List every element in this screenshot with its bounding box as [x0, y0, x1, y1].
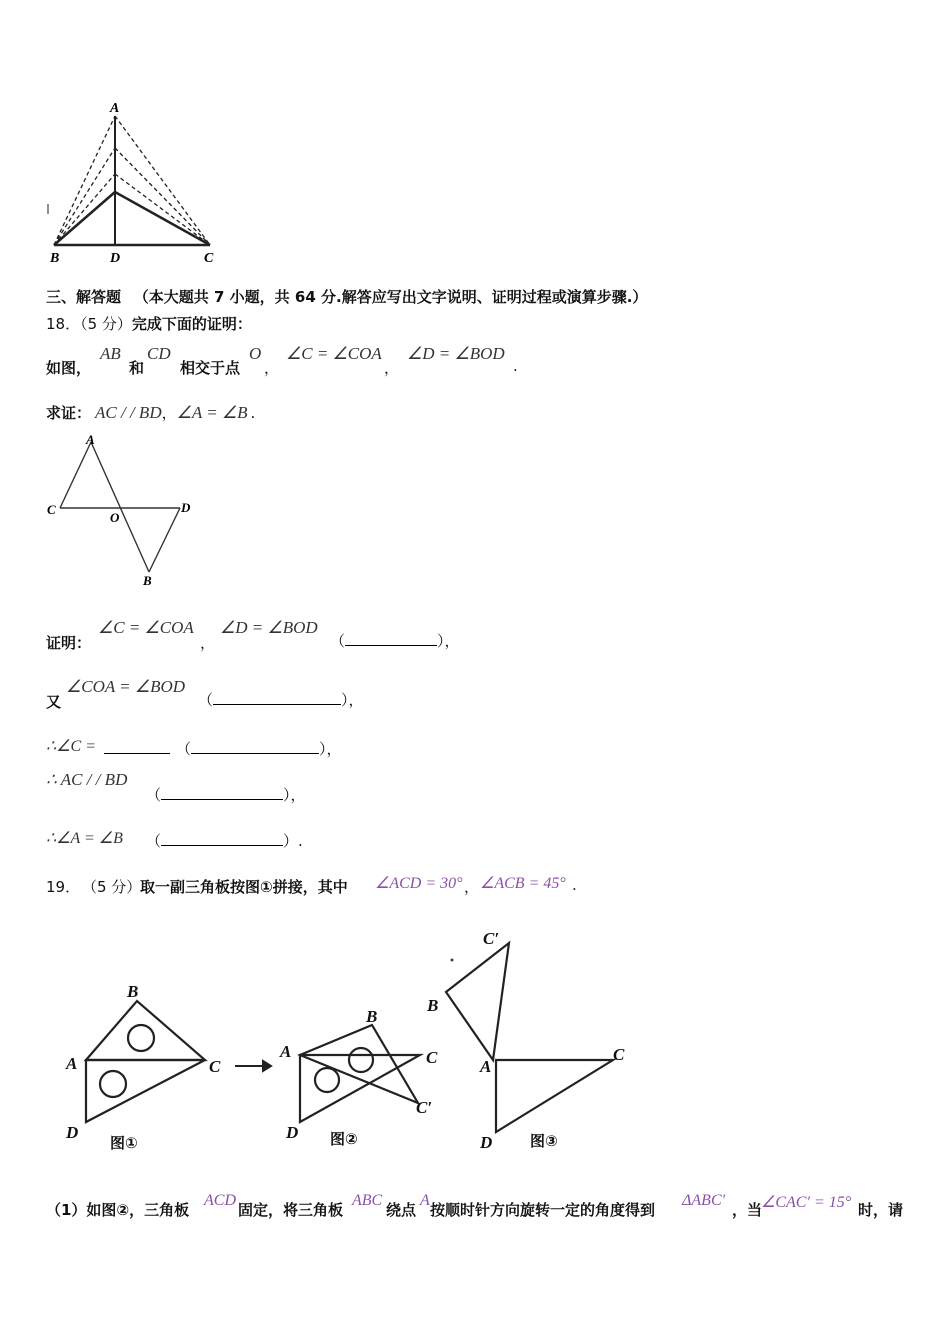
- q18-he: 和: [129, 359, 145, 377]
- fig1-label-d: D: [66, 1123, 79, 1142]
- q18-prove-expr1: AC / / BD: [95, 403, 162, 422]
- fig3-triangle-acd: [496, 1060, 613, 1132]
- q19-score: （5 分）: [82, 878, 142, 896]
- q18-prove-lead: 求证：: [46, 404, 92, 422]
- q19-acd: ∠ACD = 30°: [375, 875, 463, 892]
- fig1-hole-top: [128, 1025, 154, 1051]
- proof-line-1: [46, 618, 746, 654]
- q18-ab: AB: [100, 344, 121, 363]
- q18-segment-ab: [91, 442, 149, 572]
- q18-lead: 如图，: [46, 359, 92, 377]
- fig3-label-d: D: [480, 1133, 493, 1152]
- proof-close-1: ），: [437, 632, 460, 650]
- q18-prove-line: [46, 402, 255, 423]
- fig1-label-b: B: [127, 982, 139, 1001]
- arrow-icon: [235, 1061, 271, 1071]
- proof-line-5: [46, 828, 746, 852]
- fig2-hole-top: [349, 1048, 373, 1072]
- part1-p1: （1）如图②，三角板: [46, 1201, 190, 1219]
- fig1-caption: 图①: [110, 1134, 138, 1152]
- fig3-label-c-prime: C′: [483, 929, 500, 948]
- section-title: 三、解答题: [46, 288, 122, 306]
- fig3-label-b: B: [427, 996, 439, 1015]
- q18-condition-line: [46, 344, 926, 380]
- proof-blank-1[interactable]: [345, 631, 437, 646]
- proof-line-3: [46, 736, 746, 760]
- q17-label-d: D: [110, 251, 121, 266]
- part1-a: A: [420, 1192, 430, 1209]
- part1-p2: 固定，将三角板: [238, 1201, 344, 1219]
- proof-blank-3b[interactable]: [191, 739, 319, 754]
- fig3-group: [446, 943, 613, 1132]
- q18-score: （5 分）: [80, 315, 132, 333]
- proof-open-4: （: [146, 786, 162, 804]
- part1-acd: ACD: [204, 1192, 236, 1209]
- fig3-label-c: C: [613, 1045, 625, 1064]
- fig3-label-a: A: [480, 1057, 492, 1076]
- q18-cond1: ∠C = ∠COA: [286, 344, 382, 363]
- proof-blank-4[interactable]: [161, 785, 283, 800]
- q17-solid-left: [54, 192, 115, 245]
- q19-text: 取一副三角板按图①拼接，其中: [140, 878, 348, 896]
- q18-cond2: ∠D = ∠BOD: [407, 344, 505, 363]
- part1-abc: ABC: [352, 1192, 383, 1209]
- q18-label-d: D: [181, 500, 191, 515]
- fig3-triangle-abc: [446, 943, 509, 1060]
- proof-close-4: ），: [283, 786, 306, 804]
- part1-p3: 绕点: [386, 1201, 417, 1219]
- proof-open-5: （: [146, 832, 162, 850]
- fig2-triangle-abc-rotated: [300, 1025, 418, 1103]
- proof-s4: ∴ AC / / BD: [46, 770, 128, 789]
- fig1-label-a: A: [66, 1054, 78, 1073]
- proof-s2-lead: 又: [46, 693, 62, 711]
- q18-cd: CD: [147, 344, 171, 363]
- proof-s3: ∴∠C =: [46, 738, 96, 755]
- q18-label-b: B: [143, 573, 152, 588]
- q18-prove-comma: ，: [161, 404, 177, 422]
- proof-blank-3a[interactable]: [104, 739, 170, 754]
- fig1-group: [86, 1001, 205, 1122]
- q18-segment-db: [149, 508, 180, 572]
- q18-segment-ca: [60, 442, 91, 508]
- proof-lead: 证明：: [46, 634, 92, 652]
- q17-solid-right: [115, 192, 210, 245]
- fig1-label-c: C: [209, 1057, 221, 1076]
- q18-dot: .: [513, 357, 518, 375]
- q18-mid: 相交于点: [180, 359, 241, 377]
- q19-part1: [46, 1192, 926, 1218]
- q19-number: 19．: [46, 878, 81, 896]
- q18-label-c: C: [47, 502, 56, 517]
- section-note: （本大题共 7 小题，共 64 分.解答应写出文字说明、证明过程或演算步骤.）: [133, 288, 648, 306]
- q19-comma: ，: [464, 878, 480, 896]
- q18-label-o: O: [110, 510, 120, 525]
- q17-label-c: C: [204, 251, 214, 266]
- proof-line-4: [46, 770, 746, 804]
- q18-comma2: ，: [384, 359, 400, 377]
- proof-blank-1-group: [330, 630, 460, 651]
- fig2-label-b: B: [366, 1007, 378, 1026]
- q19-dot: .: [572, 876, 577, 894]
- proof-s1a: ∠C = ∠COA: [98, 618, 194, 637]
- part1-p4: 按顺时针方向旋转一定的角度得到: [430, 1201, 656, 1219]
- proof-line-2: [46, 677, 746, 713]
- fig2-hole-bottom: [315, 1068, 339, 1092]
- q17-figure: [42, 96, 232, 268]
- q18-figure: [42, 430, 202, 590]
- proof-open-3: （: [176, 740, 192, 758]
- proof-s2: ∠COA = ∠BOD: [66, 677, 186, 696]
- proof-blank-5-group: [146, 830, 303, 851]
- part1-tri: ΔABC′: [682, 1192, 726, 1209]
- q18-prove-dot: .: [250, 404, 256, 422]
- fig1-hole-bottom: [100, 1071, 126, 1097]
- fig2-caption: 图②: [330, 1130, 358, 1148]
- q19-header: [46, 873, 766, 899]
- proof-blank-5[interactable]: [161, 831, 283, 846]
- proof-open-1: （: [330, 632, 346, 650]
- fig2-label-a: A: [280, 1042, 292, 1061]
- q18-intro: 完成下面的证明：: [131, 315, 252, 333]
- fig1-triangle-acd: [86, 1060, 205, 1122]
- proof-blank-4-group: [146, 784, 306, 805]
- fig2-label-c-prime: C′: [416, 1098, 433, 1117]
- fig3-caption: 图③: [530, 1132, 558, 1150]
- q17-label-a: A: [110, 101, 120, 116]
- proof-s1comma: ，: [200, 634, 216, 652]
- part1-p6: 时，请: [858, 1201, 904, 1219]
- part1-p5: ，当: [732, 1201, 763, 1219]
- proof-close-5: ）.: [283, 832, 303, 850]
- q19-figures: [40, 920, 660, 1170]
- fig2-group: [300, 1025, 420, 1122]
- part1-angle: ∠CAC′ = 15°: [761, 1194, 852, 1211]
- q18-header: [46, 313, 252, 334]
- q18-o: O: [249, 344, 262, 363]
- proof-blank-2-group: [198, 689, 364, 710]
- q18-label-a: A: [86, 432, 95, 447]
- q17-label-b: B: [50, 251, 60, 266]
- proof-blank-2[interactable]: [213, 690, 341, 705]
- proof-close-2: ），: [341, 691, 364, 709]
- q18-number: 18．: [46, 315, 81, 333]
- proof-s1b: ∠D = ∠BOD: [220, 618, 318, 637]
- q19-acb: ∠ACB = 45°: [480, 875, 566, 892]
- q18-comma1: ，: [264, 359, 280, 377]
- proof-blank-3-group: [104, 738, 342, 759]
- fig2-label-d: D: [286, 1123, 299, 1142]
- proof-s5: ∴∠A = ∠B: [46, 830, 123, 847]
- fig2-label-c: C: [426, 1048, 438, 1067]
- q18-prove-expr2: ∠A = ∠B: [176, 403, 248, 422]
- proof-close-3: ），: [319, 740, 342, 758]
- section-heading: [46, 286, 647, 307]
- proof-open-2: （: [198, 691, 214, 709]
